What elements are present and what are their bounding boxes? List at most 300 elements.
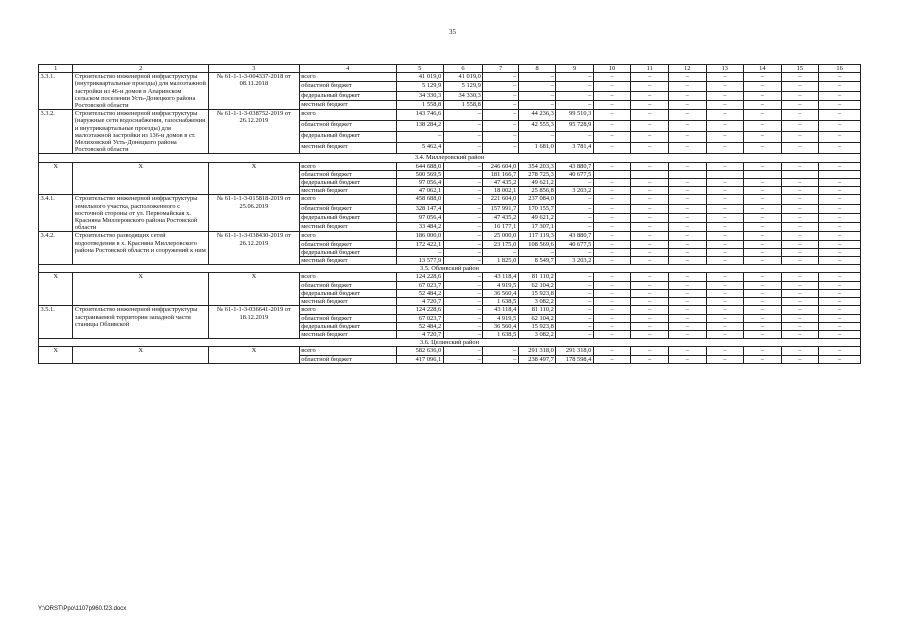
amount-cell: – — [556, 100, 594, 109]
amount-cell: 4 919,5 — [483, 281, 518, 289]
amount-cell: – — [706, 162, 744, 170]
column-number-cell: 10 — [593, 65, 631, 73]
expertise-conclusion: Х — [209, 347, 300, 363]
amount-cell: 291 318,0 — [518, 347, 556, 355]
item-number: 3.3.1. — [39, 73, 73, 110]
amount-cell: 49 621,2 — [518, 179, 556, 187]
amount-cell: 52 484,2 — [396, 289, 443, 297]
amount-cell: – — [781, 121, 819, 132]
amount-cell: 41 019,0 — [396, 73, 443, 82]
table-row — [39, 162, 861, 170]
amount-cell: 67 023,7 — [396, 281, 443, 289]
budget-source: областной бюджет — [299, 170, 396, 178]
amount-cell: – — [593, 213, 631, 222]
item-number: 3.4.1. — [39, 195, 73, 232]
amount-cell: 291 318,0 — [556, 347, 594, 355]
amount-cell: – — [706, 91, 744, 100]
amount-cell: 43 880,7 — [556, 232, 594, 240]
amount-cell: – — [483, 143, 518, 154]
amount-cell: – — [819, 82, 861, 91]
amount-cell: – — [781, 179, 819, 187]
amount-cell: – — [593, 355, 631, 363]
budget-source: местный бюджет — [299, 143, 396, 154]
district-header: 3.6. Целинский район — [39, 339, 861, 347]
amount-cell: – — [668, 143, 706, 154]
amount-cell: 62 104,2 — [518, 281, 556, 289]
amount-cell: 181 166,7 — [483, 170, 518, 178]
amount-cell: 44 236,3 — [518, 110, 556, 121]
amount-cell: 5 129,9 — [396, 82, 443, 91]
amount-cell: – — [781, 73, 819, 82]
amount-cell: – — [706, 289, 744, 297]
amount-cell: – — [706, 232, 744, 240]
amount-cell: 34 330,3 — [443, 91, 483, 100]
amount-cell: – — [518, 73, 556, 82]
column-number-cell: 15 — [781, 65, 819, 73]
amount-cell — [781, 170, 819, 178]
item-number: Х — [39, 347, 73, 363]
amount-cell: – — [706, 213, 744, 222]
amount-cell — [443, 170, 483, 178]
amount-cell: – — [593, 195, 631, 204]
table-row — [39, 110, 861, 121]
amount-cell: – — [443, 121, 483, 132]
amount-cell: – — [593, 347, 631, 355]
object-name: Строительство разводящих сетей водоотведения в х. Красняна Миллеровского района Ростовской области и сооружений к ним — [73, 232, 209, 265]
amount-cell: – — [668, 257, 706, 265]
amount-cell: – — [631, 232, 669, 240]
amount-cell: – — [744, 298, 782, 306]
amount-cell: – — [819, 73, 861, 82]
table-row — [39, 347, 861, 355]
amount-cell: – — [706, 240, 744, 248]
amount-cell: – — [443, 195, 483, 204]
budget-source: федеральный бюджет — [299, 91, 396, 100]
amount-cell: – — [668, 248, 706, 256]
amount-cell: – — [819, 179, 861, 187]
amount-cell: 15 923,8 — [518, 322, 556, 330]
amount-cell: – — [744, 132, 782, 143]
budget-source: всего — [299, 306, 396, 314]
amount-cell: – — [556, 223, 594, 232]
amount-cell: 108 569,6 — [518, 240, 556, 248]
amount-cell: – — [518, 132, 556, 143]
budget-source: местный бюджет — [299, 330, 396, 338]
amount-cell — [706, 170, 744, 178]
amount-cell: – — [668, 281, 706, 289]
amount-cell: – — [556, 298, 594, 306]
amount-cell: – — [443, 223, 483, 232]
amount-cell: – — [518, 91, 556, 100]
amount-cell: – — [744, 91, 782, 100]
amount-cell: – — [443, 110, 483, 121]
amount-cell: – — [744, 195, 782, 204]
amount-cell: 246 604,0 — [483, 162, 518, 170]
table-row — [39, 73, 861, 82]
amount-cell: 81 110,2 — [518, 273, 556, 281]
amount-cell: – — [443, 330, 483, 338]
amount-cell: 5 129,9 — [443, 82, 483, 91]
amount-cell: – — [443, 179, 483, 187]
amount-cell: – — [556, 281, 594, 289]
amount-cell: – — [819, 213, 861, 222]
amount-cell: – — [781, 298, 819, 306]
amount-cell: 278 725,3 — [518, 170, 556, 178]
amount-cell: – — [631, 73, 669, 82]
amount-cell: 237 084,0 — [518, 195, 556, 204]
amount-cell: 582 636,0 — [396, 347, 443, 355]
amount-cell: – — [593, 82, 631, 91]
amount-cell: 138 284,2 — [396, 121, 443, 132]
amount-cell: 40 677,5 — [556, 170, 594, 178]
amount-cell: – — [631, 347, 669, 355]
amount-cell: 40 677,5 — [556, 240, 594, 248]
amount-cell: – — [744, 162, 782, 170]
budget-source: федеральный бюджет — [299, 289, 396, 297]
item-number: Х — [39, 273, 73, 306]
column-number-cell: 1 — [39, 65, 73, 73]
budget-source: областной бюджет — [299, 355, 396, 363]
budget-source: местный бюджет — [299, 187, 396, 195]
amount-cell: – — [593, 73, 631, 82]
budget-source: областной бюджет — [299, 281, 396, 289]
amount-cell: – — [396, 248, 443, 256]
amount-cell: – — [668, 240, 706, 248]
amount-cell: – — [593, 330, 631, 338]
amount-cell: – — [593, 100, 631, 109]
amount-cell: – — [593, 306, 631, 314]
amount-cell: – — [706, 187, 744, 195]
amount-cell: 36 560,4 — [483, 322, 518, 330]
budget-source: всего — [299, 347, 396, 355]
amount-cell: – — [781, 91, 819, 100]
funding-table — [38, 64, 861, 364]
amount-cell: – — [593, 223, 631, 232]
amount-cell: – — [443, 322, 483, 330]
amount-cell: 1 681,0 — [518, 143, 556, 154]
amount-cell: – — [593, 314, 631, 322]
amount-cell: 3 203,2 — [556, 257, 594, 265]
amount-cell: – — [781, 248, 819, 256]
expertise-conclusion: № 61-1-1-3-038752-2019 от 26.12.2019 — [209, 110, 300, 154]
amount-cell: 3 082,2 — [518, 330, 556, 338]
amount-cell: – — [631, 132, 669, 143]
object-name: Строительство инженерной инфраструктуры застраиваемой территории западной части станицы Обливской — [73, 306, 209, 339]
column-number-cell: 12 — [668, 65, 706, 73]
object-name: Х — [73, 273, 209, 306]
amount-cell: – — [483, 347, 518, 355]
budget-source: всего — [299, 73, 396, 82]
amount-cell: – — [706, 143, 744, 154]
amount-cell: – — [744, 121, 782, 132]
amount-cell: – — [556, 248, 594, 256]
amount-cell: 4 720,7 — [396, 298, 443, 306]
amount-cell: – — [593, 162, 631, 170]
amount-cell: – — [483, 355, 518, 363]
amount-cell: 1 638,5 — [483, 330, 518, 338]
amount-cell: – — [706, 110, 744, 121]
amount-cell: – — [631, 143, 669, 154]
amount-cell: – — [668, 162, 706, 170]
object-name: Строительство инженерной инфраструктуры (внутриквартальные проезды) для малоэтажной застройки из 46-и домов в Апаринском сельском поселении Усть-Донецкого района Ростовской области — [73, 73, 209, 110]
amount-cell: – — [668, 314, 706, 322]
amount-cell: – — [819, 314, 861, 322]
amount-cell: 170 155,7 — [518, 204, 556, 213]
amount-cell: 47 062,1 — [396, 187, 443, 195]
amount-cell: – — [593, 240, 631, 248]
amount-cell: – — [668, 289, 706, 297]
amount-cell: – — [706, 195, 744, 204]
amount-cell: 62 104,2 — [518, 314, 556, 322]
amount-cell: – — [668, 298, 706, 306]
budget-source: местный бюджет — [299, 257, 396, 265]
amount-cell: 16 177,1 — [483, 223, 518, 232]
amount-cell: 3 203,2 — [556, 187, 594, 195]
amount-cell: – — [781, 110, 819, 121]
amount-cell: – — [781, 213, 819, 222]
item-number: 3.3.2. — [39, 110, 73, 154]
column-number-cell: 13 — [706, 65, 744, 73]
amount-cell: – — [819, 306, 861, 314]
amount-cell: – — [781, 143, 819, 154]
amount-cell: – — [781, 314, 819, 322]
amount-cell: – — [819, 143, 861, 154]
amount-cell: – — [819, 223, 861, 232]
amount-cell: 354 203,3 — [518, 162, 556, 170]
district-header-row — [39, 339, 861, 347]
amount-cell: – — [706, 347, 744, 355]
expertise-conclusion: Х — [209, 162, 300, 195]
amount-cell: – — [631, 314, 669, 322]
amount-cell: – — [443, 298, 483, 306]
amount-cell: – — [819, 204, 861, 213]
amount-cell: 13 577,9 — [396, 257, 443, 265]
table-row — [39, 273, 861, 281]
amount-cell: – — [819, 121, 861, 132]
amount-cell: 23 175,0 — [483, 240, 518, 248]
amount-cell: – — [744, 347, 782, 355]
amount-cell: – — [819, 110, 861, 121]
amount-cell: – — [781, 347, 819, 355]
amount-cell: – — [631, 330, 669, 338]
amount-cell: 4 720,7 — [396, 330, 443, 338]
amount-cell — [593, 170, 631, 178]
budget-source: областной бюджет — [299, 204, 396, 213]
amount-cell: – — [781, 273, 819, 281]
budget-source: всего — [299, 273, 396, 281]
amount-cell: – — [819, 257, 861, 265]
amount-cell: – — [781, 82, 819, 91]
amount-cell: – — [443, 240, 483, 248]
amount-cell: 3 781,4 — [556, 143, 594, 154]
amount-cell: – — [819, 162, 861, 170]
amount-cell: – — [781, 355, 819, 363]
amount-cell: – — [631, 289, 669, 297]
amount-cell: – — [819, 132, 861, 143]
column-number-cell: 4 — [299, 65, 396, 73]
amount-cell: – — [443, 273, 483, 281]
column-number-cell: 2 — [73, 65, 209, 73]
amount-cell: – — [706, 121, 744, 132]
amount-cell: – — [781, 100, 819, 109]
item-number: Х — [39, 162, 73, 195]
amount-cell: – — [443, 306, 483, 314]
amount-cell: – — [593, 322, 631, 330]
amount-cell: – — [668, 73, 706, 82]
amount-cell: – — [668, 121, 706, 132]
amount-cell: – — [443, 248, 483, 256]
amount-cell: – — [556, 306, 594, 314]
amount-cell: 1 638,5 — [483, 298, 518, 306]
column-number-cell: 16 — [819, 65, 861, 73]
amount-cell: – — [668, 132, 706, 143]
amount-cell — [631, 170, 669, 178]
amount-cell: – — [744, 330, 782, 338]
amount-cell: – — [631, 257, 669, 265]
amount-cell: – — [744, 223, 782, 232]
budget-source: областной бюджет — [299, 240, 396, 248]
amount-cell: 221 604,0 — [483, 195, 518, 204]
amount-cell: – — [781, 223, 819, 232]
amount-cell: – — [631, 187, 669, 195]
amount-cell: – — [744, 179, 782, 187]
amount-cell: – — [744, 143, 782, 154]
amount-cell: – — [781, 281, 819, 289]
amount-cell: – — [443, 143, 483, 154]
amount-cell: – — [744, 100, 782, 109]
amount-cell: – — [593, 232, 631, 240]
column-number-cell: 7 — [483, 65, 518, 73]
budget-source: всего — [299, 232, 396, 240]
column-number-cell: 11 — [631, 65, 669, 73]
amount-cell: – — [706, 322, 744, 330]
amount-cell: 4 919,5 — [483, 314, 518, 322]
amount-cell: 47 435,2 — [483, 213, 518, 222]
amount-cell: – — [668, 322, 706, 330]
amount-cell: 33 484,2 — [396, 223, 443, 232]
amount-cell: – — [631, 91, 669, 100]
column-number-row — [39, 65, 861, 73]
amount-cell: – — [593, 281, 631, 289]
amount-cell: 186 000,0 — [396, 232, 443, 240]
amount-cell: – — [556, 213, 594, 222]
amount-cell: – — [819, 248, 861, 256]
amount-cell: – — [443, 289, 483, 297]
amount-cell: – — [443, 347, 483, 355]
amount-cell: – — [744, 281, 782, 289]
amount-cell: – — [668, 100, 706, 109]
funding-table-container — [38, 64, 861, 364]
amount-cell: – — [668, 179, 706, 187]
amount-cell: – — [819, 232, 861, 240]
amount-cell: 17 307,1 — [518, 223, 556, 232]
amount-cell: – — [706, 223, 744, 232]
amount-cell: 36 560,4 — [483, 289, 518, 297]
amount-cell: 1 558,8 — [443, 100, 483, 109]
amount-cell: – — [706, 132, 744, 143]
amount-cell: 5 462,4 — [396, 143, 443, 154]
amount-cell: – — [781, 232, 819, 240]
amount-cell: – — [556, 204, 594, 213]
amount-cell: – — [706, 257, 744, 265]
amount-cell: – — [744, 73, 782, 82]
amount-cell: – — [483, 132, 518, 143]
budget-source: всего — [299, 195, 396, 204]
amount-cell: – — [819, 355, 861, 363]
object-name: Х — [73, 347, 209, 363]
amount-cell: – — [706, 273, 744, 281]
amount-cell: – — [668, 273, 706, 281]
amount-cell: – — [744, 232, 782, 240]
amount-cell: – — [706, 330, 744, 338]
amount-cell: 43 880,7 — [556, 162, 594, 170]
amount-cell: – — [706, 281, 744, 289]
amount-cell: – — [819, 273, 861, 281]
budget-source: федеральный бюджет — [299, 213, 396, 222]
amount-cell: – — [819, 187, 861, 195]
amount-cell: – — [556, 132, 594, 143]
amount-cell: – — [556, 179, 594, 187]
amount-cell: – — [668, 110, 706, 121]
amount-cell: – — [819, 240, 861, 248]
amount-cell: – — [781, 306, 819, 314]
amount-cell: – — [781, 289, 819, 297]
amount-cell: – — [483, 73, 518, 82]
amount-cell: 43 118,4 — [483, 273, 518, 281]
amount-cell: – — [556, 322, 594, 330]
item-number: 3.4.2. — [39, 232, 73, 265]
amount-cell: – — [593, 289, 631, 297]
budget-source: местный бюджет — [299, 298, 396, 306]
amount-cell: – — [781, 195, 819, 204]
amount-cell — [668, 170, 706, 178]
district-header-row — [39, 154, 861, 162]
amount-cell: – — [668, 355, 706, 363]
amount-cell: – — [631, 281, 669, 289]
budget-source: федеральный бюджет — [299, 132, 396, 143]
object-name: Х — [73, 162, 209, 195]
amount-cell: – — [443, 257, 483, 265]
object-name: Строительство инженерной инфраструктуры (наружные сети водоснабжения, газоснабжения и внутриквартальные проезды) для малоэтажной застройки из 136-и домов в ст. Мелиховской Усть-Донецкого района Ростовской области — [73, 110, 209, 154]
amount-cell: 42 555,3 — [518, 121, 556, 132]
amount-cell: 15 923,8 — [518, 289, 556, 297]
budget-source: местный бюджет — [299, 100, 396, 109]
amount-cell: – — [668, 195, 706, 204]
amount-cell: – — [819, 347, 861, 355]
amount-cell: – — [781, 240, 819, 248]
amount-cell: – — [593, 143, 631, 154]
amount-cell: – — [556, 73, 594, 82]
amount-cell: – — [556, 195, 594, 204]
amount-cell: – — [744, 306, 782, 314]
amount-cell: 52 484,2 — [396, 322, 443, 330]
amount-cell: 172 422,1 — [396, 240, 443, 248]
amount-cell: 67 023,7 — [396, 314, 443, 322]
amount-cell: – — [819, 281, 861, 289]
amount-cell: – — [819, 298, 861, 306]
budget-source: областной бюджет — [299, 314, 396, 322]
amount-cell: – — [744, 355, 782, 363]
amount-cell: – — [556, 91, 594, 100]
amount-cell: – — [631, 355, 669, 363]
expertise-conclusion: № 61-1-1-3-036641-2019 от 18.12.2019 — [209, 306, 300, 339]
amount-cell: – — [744, 240, 782, 248]
object-name: Строительство инженерной инфраструктуры земельного участка, расположенного с восточной стороны от ул. Первомайская х. Красняна Миллеровского района Ростовской области — [73, 195, 209, 232]
expertise-conclusion: № 61-1-1-3-015818-2019 от 25.06.2019 — [209, 195, 300, 232]
amount-cell: – — [706, 306, 744, 314]
amount-cell: – — [668, 187, 706, 195]
expertise-conclusion: № 61-1-1-3-004337-2018 от 08.11.2018 — [209, 73, 300, 110]
